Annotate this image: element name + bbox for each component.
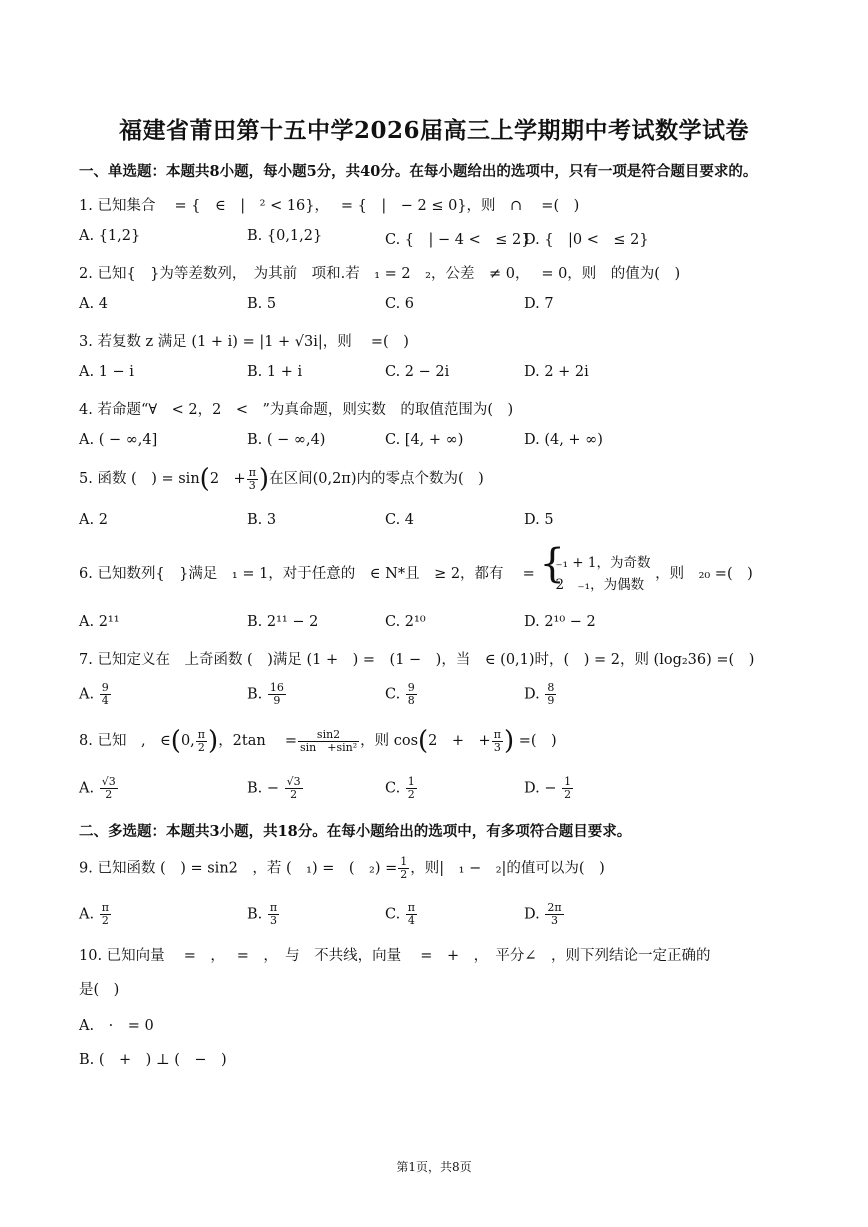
numerator: 16	[269, 681, 284, 694]
option-a: A. 2¹¹	[79, 614, 120, 630]
question-5-stem	[79, 466, 484, 492]
q9-pre: 9. 已知函数 ( ) = sin2 ，若 ( ₁) = ( ₂) =	[79, 860, 398, 877]
option-b: B. − $\frac{√3}{2}$	[247, 775, 301, 801]
option-b: B. 5	[247, 296, 277, 312]
case-even: 2 ₋₁，为偶数	[555, 577, 645, 593]
option-b: B. {0,1,2}	[247, 228, 323, 244]
option-b: B. $\frac{\pi}{3}$	[247, 901, 278, 927]
question-2-stem: 2. 已知{ }为等差数列， 为其前 项和.若 ₁ = 2 ₂，公差 ≠ 0， = 0，则 的值为( )	[79, 266, 681, 282]
paren-right: )	[208, 726, 219, 756]
denominator: 2	[197, 740, 205, 754]
piecewise-definition	[539, 541, 651, 596]
question-8-stem	[79, 728, 557, 754]
fraction	[247, 467, 258, 492]
paren-left: (	[170, 726, 181, 756]
option-d: D. $\frac{2\pi}{3}$	[524, 901, 562, 927]
option-c: C. $\frac{9}{8}$	[385, 681, 415, 707]
q5-post: 在区间(0,2π)内的零点个数为( )	[269, 471, 484, 487]
q6-post: ，则 ₂₀ =( )	[655, 566, 753, 582]
option-a: A. {1,2}	[79, 228, 141, 244]
option-c: C. 6	[385, 296, 415, 312]
option-c: C. $\frac{1}{2}$	[385, 775, 415, 801]
fraction	[492, 729, 503, 754]
question-10-stem-line2: 是( )	[79, 982, 120, 998]
denominator: 2	[400, 868, 408, 881]
fraction	[398, 856, 409, 881]
option-a: A. $\frac{√3}{2}$	[79, 775, 116, 801]
q8-mid2: ，则 cos	[360, 733, 419, 749]
numerator: 9	[407, 681, 415, 694]
numerator: π	[493, 727, 501, 741]
q8-mid: ，2tan =	[218, 733, 297, 749]
numerator: √3	[101, 775, 116, 788]
denominator: 2	[101, 914, 109, 927]
question-7-stem: 7. 已知定义在 上奇函数 ( )满足 (1 + ) = (1 − )，当 ∈ (0,1)时，( ) = 2，则 (log₂36) =( )	[79, 652, 755, 668]
paren-left: (	[199, 464, 210, 494]
q8-pre: 8. 已知 , ∈	[79, 733, 171, 749]
q5-pre: 5. 函数 ( ) = sin	[79, 471, 200, 487]
option-c: C. 4	[385, 512, 415, 528]
option-d: D. 2¹⁰ − 2	[524, 614, 596, 630]
denominator: 9	[273, 694, 281, 707]
paren-right: )	[503, 726, 515, 756]
question-9-options	[0, 902, 868, 926]
numerator: π	[101, 901, 109, 914]
numerator: 8	[547, 681, 555, 694]
option-d: D. { |0 < ≤ 2}	[524, 232, 649, 248]
option-a: A. $\frac{\pi}{2}$	[79, 901, 109, 927]
numerator: 2π	[547, 901, 562, 914]
question-2-options	[0, 296, 868, 320]
case-odd: ₋₁ + 1，为奇数	[555, 555, 651, 571]
denominator: sin +sin²	[299, 740, 358, 754]
denominator: 2	[290, 788, 298, 801]
option-a: A. 4	[79, 296, 108, 312]
page-footer: 第1页，共8页	[396, 1160, 472, 1174]
question-4-stem: 4. 若命题“∀ < 2，2 < ”为真命题，则实数 的取值范围为( )	[79, 402, 514, 418]
numerator: π	[197, 727, 206, 741]
question-1-options	[0, 228, 868, 252]
option-b: B. ( − ∞,4)	[247, 432, 326, 448]
q8-interval: 0,	[180, 733, 195, 749]
q8-post: =( )	[514, 733, 557, 749]
paren-right: )	[258, 464, 270, 494]
question-7-options	[0, 682, 868, 706]
denominator: 4	[407, 914, 415, 927]
question-10-option-a: A. · = 0	[79, 1018, 154, 1034]
denominator: 3	[248, 478, 256, 492]
denominator: 2	[564, 788, 572, 801]
option-a: A. $\frac{9}{4}$	[79, 681, 109, 707]
numerator: π	[248, 465, 256, 479]
option-d: D. (4, + ∞)	[524, 432, 603, 448]
question-1-stem: 1. 已知集合 = { ∈ | ² < 16}， = { | − 2 ≤ 0}，则 ∩ =( )	[79, 198, 580, 214]
numerator: 1	[400, 855, 408, 868]
option-d: D. $\frac{8}{9}$	[524, 681, 555, 707]
option-c: C. 2¹⁰	[385, 614, 426, 630]
section-heading-multi-choice: 二、多选题：本题共3小题，共18分。在每小题给出的选项中，有多项符合题目要求。	[79, 823, 632, 840]
option-c: C. 2 − 2i	[385, 364, 450, 380]
question-9-stem	[79, 856, 605, 881]
numerator: π	[269, 901, 278, 914]
question-10-stem-line1: 10. 已知向量 = ， = ， 与 不共线，向量 = + ， 平分∠ ，则下列结论一定正确的	[79, 948, 711, 964]
denominator: 8	[407, 694, 415, 707]
numerator: 1	[564, 775, 572, 788]
question-3-stem: 3. 若复数 z 满足 (1 + i) = |1 + √3i|，则 =( )	[79, 334, 409, 350]
section-heading-single-choice: 一、单选题：本题共8小题，每小题5分，共40分。在每小题给出的选项中，只有一项是符合题目要求的。	[79, 163, 758, 180]
option-d: D. 2 + 2i	[524, 364, 589, 380]
denominator: 4	[101, 694, 109, 707]
q9-post: ，则| ₁ − ₂|的值可以为( )	[410, 860, 605, 877]
numerator: sin2	[298, 729, 359, 742]
option-a: A. 2	[79, 512, 108, 528]
denominator: 3	[550, 914, 558, 927]
option-c: C. { | − 4 < ≤ 2}	[385, 232, 531, 248]
q6-pre: 6. 已知数列{ }满足 ₁ = 1，对于任意的 ∈ N*且 ≥ 2，都有 =	[79, 566, 535, 582]
question-3-options	[0, 364, 868, 388]
numerator: 1	[407, 775, 415, 788]
option-a: A. 1 − i	[79, 364, 134, 380]
option-d: D. 5	[524, 512, 554, 528]
option-d: D. − $\frac{1}{2}$	[524, 775, 572, 801]
q8-inner: 2 + +	[428, 733, 491, 749]
numerator: π	[407, 901, 416, 914]
denominator: 2	[407, 788, 415, 801]
page-title: 福建省莆田第十五中学2026届高三上学期期中考试数学试卷	[118, 117, 749, 144]
question-5-options	[0, 512, 868, 536]
question-10-option-b: B. ( + ) ⊥ ( − )	[79, 1052, 227, 1068]
denominator: 3	[493, 740, 501, 754]
paren-left: (	[418, 726, 429, 756]
q5-inner: 2 +	[209, 471, 246, 487]
option-c: C. $\frac{\pi}{4}$	[385, 901, 416, 927]
option-b: B. 2¹¹ − 2	[247, 614, 319, 630]
question-4-options	[0, 432, 868, 456]
denominator: 2	[105, 788, 113, 801]
option-b: B. 1 + i	[247, 364, 303, 380]
option-b: B. $\frac{16}{9}$	[247, 681, 284, 707]
question-6-stem	[79, 541, 753, 596]
numerator: 9	[101, 681, 109, 694]
question-8-options	[0, 776, 868, 800]
question-6-options	[0, 614, 868, 638]
brace-icon: {	[539, 541, 565, 587]
option-b: B. 3	[247, 512, 277, 528]
option-a: A. ( − ∞,4]	[79, 432, 158, 448]
option-c: C. [4, + ∞)	[385, 432, 464, 448]
numerator: √3	[286, 775, 301, 788]
denominator: 3	[269, 914, 277, 927]
option-d: D. 7	[524, 296, 554, 312]
fraction	[298, 729, 359, 754]
denominator: 9	[547, 694, 555, 707]
fraction	[196, 729, 207, 754]
